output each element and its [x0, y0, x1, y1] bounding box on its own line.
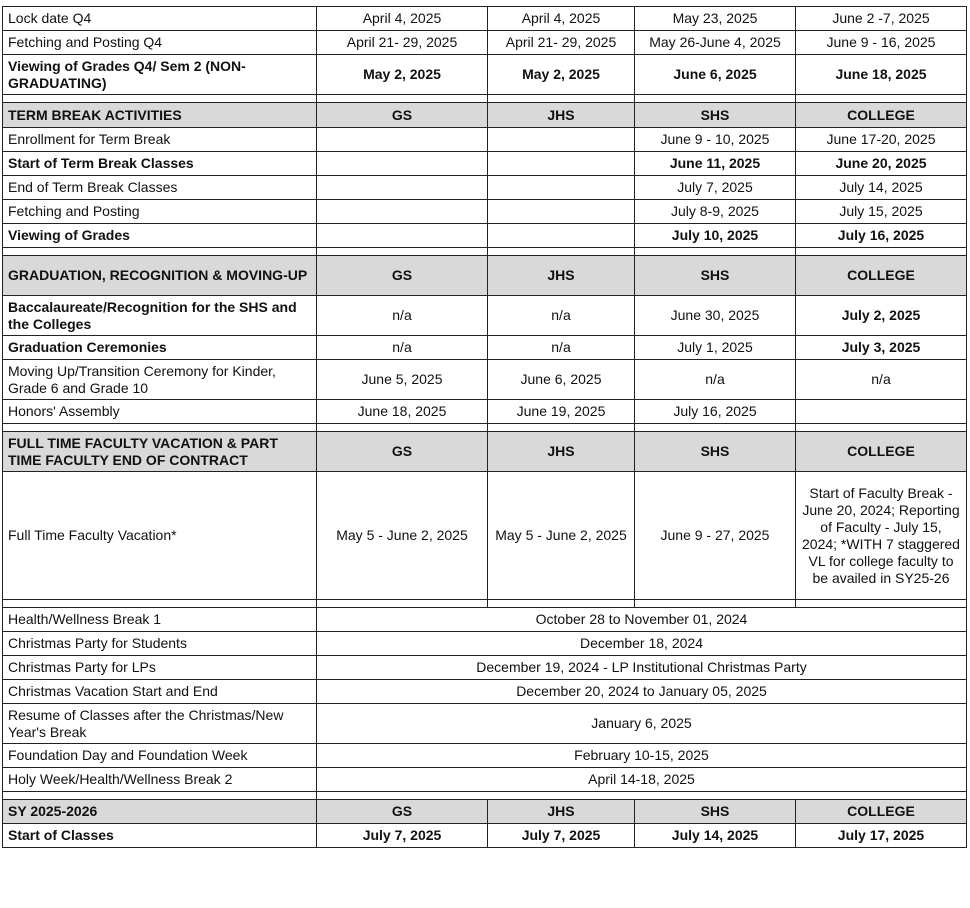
spacer-row [3, 792, 967, 800]
row-label: Resume of Classes after the Christmas/New Year's Break [3, 704, 317, 744]
jhs-header: JHS [488, 800, 635, 824]
college-cell: July 3, 2025 [796, 336, 967, 360]
jhs-cell [488, 152, 635, 176]
merged-date-cell: February 10-15, 2025 [317, 744, 967, 768]
row-label: Viewing of Grades [3, 224, 317, 248]
jhs-cell [488, 224, 635, 248]
shs-header: SHS [635, 432, 796, 472]
gs-cell: n/a [317, 296, 488, 336]
college-header: COLLEGE [796, 800, 967, 824]
jhs-cell [488, 128, 635, 152]
table-row [3, 656, 967, 680]
row-label: Start of Classes [3, 824, 317, 848]
college-cell: July 2, 2025 [796, 296, 967, 336]
college-cell: July 17, 2025 [796, 824, 967, 848]
table-row [3, 336, 967, 360]
gs-cell [317, 176, 488, 200]
jhs-header: JHS [488, 256, 635, 296]
row-label: Health/Wellness Break 1 [3, 608, 317, 632]
merged-date-cell: October 28 to November 01, 2024 [317, 608, 967, 632]
merged-date-cell: December 20, 2024 to January 05, 2025 [317, 680, 967, 704]
shs-cell: n/a [635, 360, 796, 400]
shs-cell: June 9 - 10, 2025 [635, 128, 796, 152]
row-label: Moving Up/Transition Ceremony for Kinder, Grade 6 and Grade 10 [3, 360, 317, 400]
row-label: Christmas Party for LPs [3, 656, 317, 680]
gs-cell: July 7, 2025 [317, 824, 488, 848]
row-label: Full Time Faculty Vacation* [3, 472, 317, 600]
table-row [3, 224, 967, 248]
college-header: COLLEGE [796, 432, 967, 472]
gs-cell [317, 200, 488, 224]
section-header-graduation [3, 256, 967, 296]
college-header: COLLEGE [796, 256, 967, 296]
section-title: SY 2025-2026 [3, 800, 317, 824]
college-cell: June 9 - 16, 2025 [796, 31, 967, 55]
jhs-cell: April 21- 29, 2025 [488, 31, 635, 55]
shs-cell: May 23, 2025 [635, 7, 796, 31]
college-cell [796, 400, 967, 424]
shs-cell: July 1, 2025 [635, 336, 796, 360]
college-cell: June 2 -7, 2025 [796, 7, 967, 31]
school-calendar-table [2, 6, 967, 848]
college-cell: June 18, 2025 [796, 55, 967, 95]
gs-cell: June 5, 2025 [317, 360, 488, 400]
row-label: Start of Term Break Classes [3, 152, 317, 176]
shs-cell: June 6, 2025 [635, 55, 796, 95]
table-row [3, 824, 967, 848]
row-label: Fetching and Posting Q4 [3, 31, 317, 55]
college-cell: July 15, 2025 [796, 200, 967, 224]
shs-header: SHS [635, 800, 796, 824]
table-row [3, 296, 967, 336]
jhs-cell: April 4, 2025 [488, 7, 635, 31]
gs-cell: April 4, 2025 [317, 7, 488, 31]
college-cell: June 20, 2025 [796, 152, 967, 176]
gs-header: GS [317, 432, 488, 472]
spacer-row [3, 600, 967, 608]
row-label: Christmas Vacation Start and End [3, 680, 317, 704]
college-cell: n/a [796, 360, 967, 400]
table-row [3, 128, 967, 152]
merged-date-cell: December 18, 2024 [317, 632, 967, 656]
merged-date-cell: January 6, 2025 [317, 704, 967, 744]
spacer-row [3, 95, 967, 103]
table-row [3, 768, 967, 792]
table-row [3, 7, 967, 31]
shs-cell: May 26-June 4, 2025 [635, 31, 796, 55]
table-row [3, 55, 967, 95]
table-row [3, 200, 967, 224]
merged-date-cell: December 19, 2024 - LP Institutional Christmas Party [317, 656, 967, 680]
college-cell: Start of Faculty Break - June 20, 2024; Reporting of Faculty - July 15, 2024; *WITH 7 staggered VL for college faculty to be availed in SY25-26 [796, 472, 967, 600]
section-header-term-break [3, 103, 967, 128]
table-row [3, 152, 967, 176]
gs-cell [317, 128, 488, 152]
table-row [3, 472, 967, 600]
shs-cell: June 11, 2025 [635, 152, 796, 176]
jhs-header: JHS [488, 103, 635, 128]
shs-header: SHS [635, 256, 796, 296]
row-label: Enrollment for Term Break [3, 128, 317, 152]
row-label: Fetching and Posting [3, 200, 317, 224]
section-header-sy [3, 800, 967, 824]
spacer-row [3, 248, 967, 256]
jhs-cell: May 5 - June 2, 2025 [488, 472, 635, 600]
jhs-cell: May 2, 2025 [488, 55, 635, 95]
jhs-header: JHS [488, 432, 635, 472]
gs-cell [317, 224, 488, 248]
merged-date-cell: April 14-18, 2025 [317, 768, 967, 792]
gs-cell: June 18, 2025 [317, 400, 488, 424]
gs-cell: n/a [317, 336, 488, 360]
shs-cell: July 16, 2025 [635, 400, 796, 424]
college-cell: July 16, 2025 [796, 224, 967, 248]
jhs-cell [488, 200, 635, 224]
jhs-cell: n/a [488, 336, 635, 360]
row-label: Graduation Ceremonies [3, 336, 317, 360]
section-title: GRADUATION, RECOGNITION & MOVING-UP [3, 256, 317, 296]
row-label: Foundation Day and Foundation Week [3, 744, 317, 768]
section-title: FULL TIME FACULTY VACATION & PART TIME FACULTY END OF CONTRACT [3, 432, 317, 472]
section-title: TERM BREAK ACTIVITIES [3, 103, 317, 128]
college-cell: June 17-20, 2025 [796, 128, 967, 152]
jhs-cell: June 19, 2025 [488, 400, 635, 424]
row-label: End of Term Break Classes [3, 176, 317, 200]
section-header-faculty [3, 432, 967, 472]
gs-header: GS [317, 256, 488, 296]
gs-cell [317, 152, 488, 176]
shs-header: SHS [635, 103, 796, 128]
table-row [3, 704, 967, 744]
table-row [3, 400, 967, 424]
row-label: Holy Week/Health/Wellness Break 2 [3, 768, 317, 792]
shs-cell: July 7, 2025 [635, 176, 796, 200]
row-label: Christmas Party for Students [3, 632, 317, 656]
jhs-cell: n/a [488, 296, 635, 336]
gs-cell: April 21- 29, 2025 [317, 31, 488, 55]
jhs-cell [488, 176, 635, 200]
spacer-row [3, 424, 967, 432]
table-row [3, 680, 967, 704]
gs-header: GS [317, 800, 488, 824]
shs-cell: June 30, 2025 [635, 296, 796, 336]
gs-header: GS [317, 103, 488, 128]
jhs-cell: July 7, 2025 [488, 824, 635, 848]
row-label: Viewing of Grades Q4/ Sem 2 (NON-GRADUATING) [3, 55, 317, 95]
shs-cell: July 10, 2025 [635, 224, 796, 248]
row-label: Lock date Q4 [3, 7, 317, 31]
college-cell: July 14, 2025 [796, 176, 967, 200]
table-row [3, 31, 967, 55]
shs-cell: June 9 - 27, 2025 [635, 472, 796, 600]
row-label: Baccalaureate/Recognition for the SHS and the Colleges [3, 296, 317, 336]
table-row [3, 744, 967, 768]
table-row [3, 608, 967, 632]
jhs-cell: June 6, 2025 [488, 360, 635, 400]
gs-cell: May 5 - June 2, 2025 [317, 472, 488, 600]
table-row [3, 176, 967, 200]
table-row [3, 360, 967, 400]
table-row [3, 632, 967, 656]
row-label: Honors' Assembly [3, 400, 317, 424]
gs-cell: May 2, 2025 [317, 55, 488, 95]
college-header: COLLEGE [796, 103, 967, 128]
shs-cell: July 8-9, 2025 [635, 200, 796, 224]
shs-cell: July 14, 2025 [635, 824, 796, 848]
